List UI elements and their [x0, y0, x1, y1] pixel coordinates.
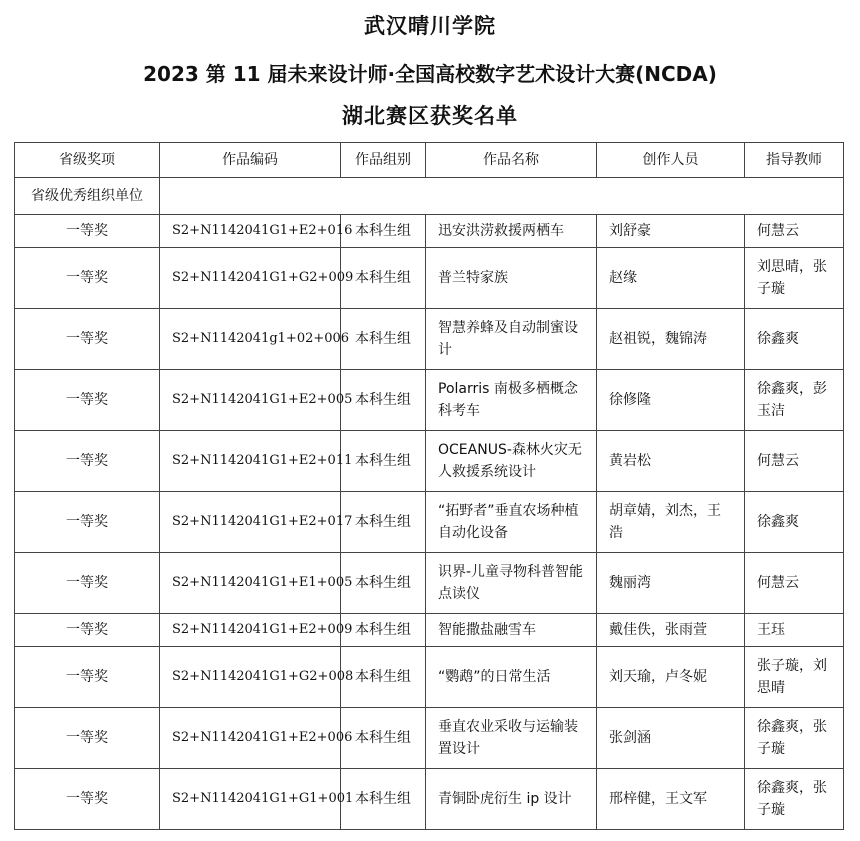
table-row	[15, 309, 844, 370]
cell-teacher: 何慧云	[745, 215, 844, 248]
cell-teacher: 何慧云	[745, 553, 844, 614]
table-header-row	[15, 143, 844, 178]
cell-creator: 魏丽湾	[597, 553, 745, 614]
table-row	[15, 492, 844, 553]
header-group: 作品组别	[341, 143, 426, 178]
table-row	[15, 647, 844, 708]
cell-code: S2+N1142041G1+E2+017	[160, 492, 341, 553]
cell-teacher: 何慧云	[745, 431, 844, 492]
header-teacher: 指导教师	[745, 143, 844, 178]
cell-work-name: 普兰特家族	[426, 248, 597, 309]
org-row	[15, 178, 844, 215]
cell-code: S2+N1142041G1+E1+005	[160, 553, 341, 614]
cell-creator: 张剑涵	[597, 708, 745, 769]
cell-prize: 一等奖	[15, 248, 160, 309]
cell-creator: 赵缘	[597, 248, 745, 309]
cell-group: 本科生组	[341, 370, 426, 431]
cell-work-name: 识界-儿童寻物科普智能点读仪	[426, 553, 597, 614]
cell-teacher: 徐鑫爽	[745, 309, 844, 370]
cell-prize: 一等奖	[15, 647, 160, 708]
cell-creator: 戴佳佚，张雨萱	[597, 614, 745, 647]
cell-group: 本科生组	[341, 431, 426, 492]
cell-work-name: OCEANUS-森林火灾无人救援系统设计	[426, 431, 597, 492]
cell-group: 本科生组	[341, 708, 426, 769]
cell-prize: 一等奖	[15, 708, 160, 769]
header-code: 作品编码	[160, 143, 341, 178]
cell-group: 本科生组	[341, 647, 426, 708]
org-value	[160, 178, 844, 215]
cell-creator: 刘天瑜，卢冬妮	[597, 647, 745, 708]
cell-creator: 胡章婧，刘杰，王浩	[597, 492, 745, 553]
header-prize: 省级奖项	[15, 143, 160, 178]
cell-group: 本科生组	[341, 614, 426, 647]
header-creator: 创作人员	[597, 143, 745, 178]
table-row	[15, 370, 844, 431]
cell-code: S2+N1142041G1+E2+011	[160, 431, 341, 492]
cell-work-name: 智能撒盐融雪车	[426, 614, 597, 647]
cell-work-name: “拓野者”垂直农场种植自动化设备	[426, 492, 597, 553]
table-row	[15, 553, 844, 614]
org-label: 省级优秀组织单位	[15, 178, 160, 215]
cell-creator: 黄岩松	[597, 431, 745, 492]
cell-code: S2+N1142041G1+G2+008	[160, 647, 341, 708]
cell-prize: 一等奖	[15, 370, 160, 431]
cell-group: 本科生组	[341, 248, 426, 309]
cell-teacher: 王珏	[745, 614, 844, 647]
cell-teacher: 徐鑫爽，张子璇	[745, 708, 844, 769]
cell-group: 本科生组	[341, 215, 426, 248]
cell-code: S2+N1142041G1+G1+001	[160, 769, 341, 830]
cell-work-name: 迅安洪涝救援两栖车	[426, 215, 597, 248]
cell-teacher: 张子璇，刘思晴	[745, 647, 844, 708]
cell-prize: 一等奖	[15, 614, 160, 647]
award-table	[14, 142, 844, 830]
cell-code: S2+N1142041G1+E2+016	[160, 215, 341, 248]
table-row	[15, 215, 844, 248]
cell-teacher: 徐鑫爽，张子璇	[745, 769, 844, 830]
cell-code: S2+N1142041G1+E2+009	[160, 614, 341, 647]
cell-prize: 一等奖	[15, 431, 160, 492]
cell-prize: 一等奖	[15, 309, 160, 370]
cell-work-name: “鹦鹉”的日常生活	[426, 647, 597, 708]
cell-code: S2+N1142041G1+E2+005	[160, 370, 341, 431]
cell-work-name: Polarris 南极多栖概念科考车	[426, 370, 597, 431]
table-row	[15, 708, 844, 769]
table-row	[15, 248, 844, 309]
cell-group: 本科生组	[341, 492, 426, 553]
cell-prize: 一等奖	[15, 215, 160, 248]
cell-code: S2+N1142041G1+G2+009	[160, 248, 341, 309]
cell-code: S2+N1142041g1+02+006	[160, 309, 341, 370]
document-heading: 湖北赛区获奖名单	[342, 104, 518, 128]
document-subtitle: 2023 第 11 届未来设计师·全国高校数字艺术设计大赛(NCDA)	[143, 62, 717, 86]
cell-work-name: 垂直农业采收与运输装置设计	[426, 708, 597, 769]
table-row	[15, 769, 844, 830]
cell-group: 本科生组	[341, 769, 426, 830]
table-row	[15, 431, 844, 492]
cell-creator: 刘舒豪	[597, 215, 745, 248]
table-row	[15, 614, 844, 647]
cell-teacher: 徐鑫爽	[745, 492, 844, 553]
cell-teacher: 刘思晴，张子璇	[745, 248, 844, 309]
cell-prize: 一等奖	[15, 553, 160, 614]
cell-group: 本科生组	[341, 553, 426, 614]
cell-group: 本科生组	[341, 309, 426, 370]
cell-work-name: 青铜卧虎衍生 ip 设计	[426, 769, 597, 830]
cell-work-name: 智慧养蜂及自动制蜜设计	[426, 309, 597, 370]
cell-creator: 徐修隆	[597, 370, 745, 431]
cell-prize: 一等奖	[15, 492, 160, 553]
document-title: 武汉晴川学院	[364, 14, 496, 38]
cell-teacher: 徐鑫爽，彭玉洁	[745, 370, 844, 431]
cell-code: S2+N1142041G1+E2+006	[160, 708, 341, 769]
cell-prize: 一等奖	[15, 769, 160, 830]
header-work-name: 作品名称	[426, 143, 597, 178]
cell-creator: 赵祖锐，魏锦涛	[597, 309, 745, 370]
cell-creator: 邢梓健，王文军	[597, 769, 745, 830]
